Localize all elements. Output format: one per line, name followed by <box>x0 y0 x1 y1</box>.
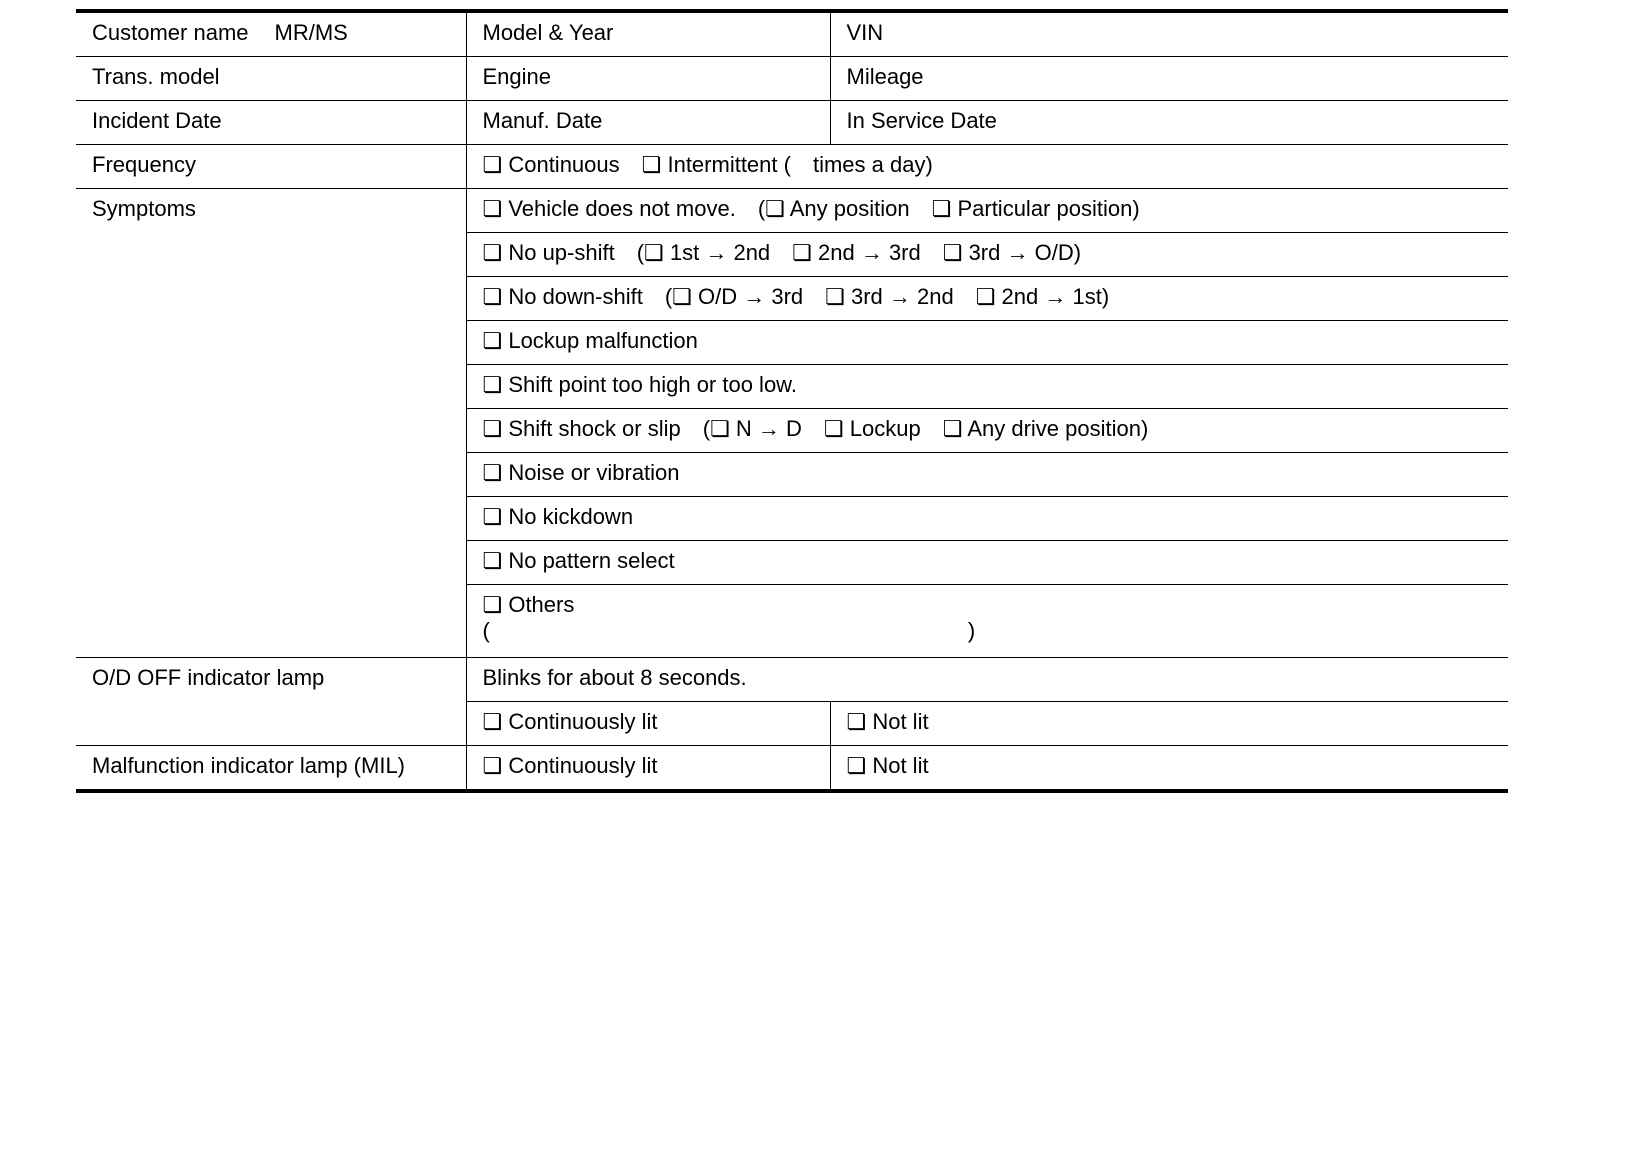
mil-not-lit-cell <box>830 746 1508 792</box>
od-not-lit-cell <box>830 702 1508 746</box>
symptom-downshift-cell <box>466 277 1508 321</box>
mileage-cell[interactable] <box>830 57 1508 101</box>
symptom-shock-cell <box>466 409 1508 453</box>
frequency-times-text: times a day) <box>812 152 933 177</box>
symptom-no-upshift-checkbox[interactable]: ❏ No up-shift <box>482 240 615 265</box>
others-close-paren: ) <box>967 618 976 643</box>
mil-label-cell <box>76 746 466 792</box>
upshift-3rd-od-checkbox[interactable]: ❏ 3rd → O/D) <box>942 240 1082 265</box>
symptom-others-cell <box>466 585 1508 658</box>
model-year-cell[interactable] <box>466 11 830 57</box>
customer-title-label: MR/MS <box>274 20 348 45</box>
others-open-paren: ( <box>482 618 490 643</box>
symptoms-label: Symptoms <box>92 196 196 221</box>
od-indicator-label: O/D OFF indicator lamp <box>92 665 325 690</box>
incident-date-label: Incident Date <box>92 108 222 133</box>
symptom-pattern-cell <box>466 541 1508 585</box>
row-od-blinks <box>76 658 1508 702</box>
mil-continuously-lit-checkbox[interactable]: ❏ Continuously lit <box>482 753 658 778</box>
row-mil <box>76 746 1508 792</box>
symptom-not-move-cell <box>466 189 1508 233</box>
mil-label: Malfunction indicator lamp (MIL) <box>92 753 406 778</box>
in-service-date-cell[interactable] <box>830 101 1508 145</box>
upshift-1st-2nd-checkbox[interactable]: (❏ 1st → 2nd <box>636 240 771 265</box>
symptom-shift-point-cell <box>466 365 1508 409</box>
od-blinks-text: Blinks for about 8 seconds. <box>482 665 747 690</box>
row-trans <box>76 57 1508 101</box>
others-input-line[interactable] <box>483 618 1509 644</box>
od-blinks-cell <box>466 658 1508 702</box>
frequency-label-cell <box>76 145 466 189</box>
shock-any-drive-checkbox[interactable]: ❏ Any drive position) <box>942 416 1149 441</box>
customer-questionnaire-table <box>76 9 1508 793</box>
symptom-shift-shock-checkbox[interactable]: ❏ Shift shock or slip <box>482 416 681 441</box>
symptom-lockup-cell <box>466 321 1508 365</box>
frequency-options-cell <box>466 145 1508 189</box>
shock-n-d-checkbox[interactable]: (❏ N → D <box>702 416 802 441</box>
row-dates <box>76 101 1508 145</box>
model-year-label: Model & Year <box>482 20 614 45</box>
downshift-2nd-1st-checkbox[interactable]: ❏ 2nd → 1st) <box>975 284 1110 309</box>
symptom-shift-point-checkbox[interactable]: ❏ Shift point too high or too low. <box>482 372 797 397</box>
vin-cell[interactable] <box>830 11 1508 57</box>
symptoms-label-cell <box>76 189 466 658</box>
frequency-continuous-checkbox[interactable]: ❏ Continuous <box>482 152 620 177</box>
incident-date-cell[interactable] <box>76 101 466 145</box>
trans-model-label: Trans. model <box>92 64 220 89</box>
symptom-any-position-checkbox[interactable]: (❏ Any position <box>757 196 910 221</box>
mil-not-lit-checkbox[interactable]: ❏ Not lit <box>846 753 929 778</box>
symptom-no-pattern-checkbox[interactable]: ❏ No pattern select <box>482 548 675 573</box>
customer-name-label: Customer name <box>92 20 249 45</box>
row-customer <box>76 11 1508 57</box>
downshift-3rd-2nd-checkbox[interactable]: ❏ 3rd → 2nd <box>825 284 954 309</box>
customer-name-cell[interactable] <box>76 11 466 57</box>
od-continuously-lit-checkbox[interactable]: ❏ Continuously lit <box>482 709 658 734</box>
frequency-label: Frequency <box>92 152 196 177</box>
symptom-noise-checkbox[interactable]: ❏ Noise or vibration <box>482 460 680 485</box>
symptom-upshift-cell <box>466 233 1508 277</box>
symptom-kickdown-cell <box>466 497 1508 541</box>
in-service-date-label: In Service Date <box>846 108 997 133</box>
symptom-lockup-malfunction-checkbox[interactable]: ❏ Lockup malfunction <box>482 328 698 353</box>
symptom-others-checkbox[interactable]: ❏ Others <box>482 592 575 617</box>
shock-lockup-checkbox[interactable]: ❏ Lockup <box>823 416 921 441</box>
symptom-noise-cell <box>466 453 1508 497</box>
engine-cell[interactable] <box>466 57 830 101</box>
symptom-not-move-checkbox[interactable]: ❏ Vehicle does not move. <box>482 196 736 221</box>
row-frequency <box>76 145 1508 189</box>
od-continuous-cell <box>466 702 830 746</box>
symptom-no-downshift-checkbox[interactable]: ❏ No down-shift <box>482 284 643 309</box>
engine-label: Engine <box>482 64 552 89</box>
mileage-label: Mileage <box>846 64 924 89</box>
downshift-od-3rd-checkbox[interactable]: (❏ O/D → 3rd <box>664 284 804 309</box>
symptom-particular-position-checkbox[interactable]: ❏ Particular position) <box>931 196 1140 221</box>
symptom-no-kickdown-checkbox[interactable]: ❏ No kickdown <box>482 504 634 529</box>
mil-continuous-cell <box>466 746 830 792</box>
od-not-lit-checkbox[interactable]: ❏ Not lit <box>846 709 929 734</box>
trans-model-cell[interactable] <box>76 57 466 101</box>
od-label-cell <box>76 658 466 746</box>
manuf-date-cell[interactable] <box>466 101 830 145</box>
manuf-date-label: Manuf. Date <box>482 108 603 133</box>
vin-label: VIN <box>846 20 884 45</box>
upshift-2nd-3rd-checkbox[interactable]: ❏ 2nd → 3rd <box>792 240 921 265</box>
frequency-intermittent-checkbox[interactable]: ❏ Intermittent ( <box>641 152 791 177</box>
row-symptom-move <box>76 189 1508 233</box>
